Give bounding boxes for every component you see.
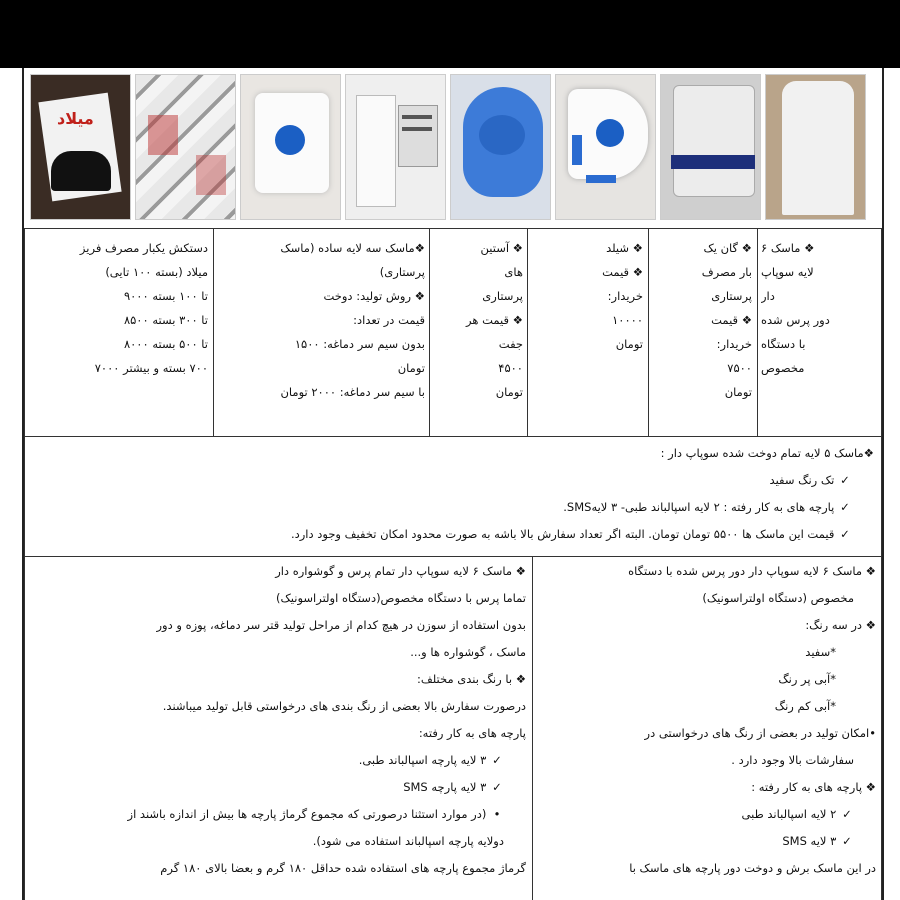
table-cell-gloves: دستکش یکبار مصرف فریز میلاد (بسته ۱۰۰ تایی) تا ۱۰۰ بسته ۹۰۰۰ تا ۳۰۰ بسته ۸۵۰۰ تا ۵۰۰ بسته ۸۰۰۰ ۷۰۰ بسته و بیشتر ۷۰۰۰: [79, 241, 208, 375]
gloves-brand-label: میلاد: [57, 109, 94, 128]
check-mark: ✓: [842, 807, 852, 821]
color-white: *سفید: [805, 645, 836, 659]
left-column-6layer-pressed-mask: ❖ ماسک ۶ لایه سوپاپ دار تمام پرس و گوشواره دار تماما پرس با دستگاه مخصوص(دستگاه اولتراسونیک) بدون استفاده از سوزن در هیچ کدام از مراحل تولید قتر سر دماغه، پوزه و دور ماسک ، گوشواره ها و... ❖ با رنگ بندی مختلف: درصورت سفارش بالا بعضی از رنگ بندی های درخواستی قابل تولید میباشند. پارچه های به کار رفته: ✓ ۳ لایه پارچه اسپالباند طبی. ✓ ۳ لایه پارچه SMS • (در موارد استثنا درصورتی که مجموع گرماژ پارچه ها بیش از اندازه باشند از دولایه پارچه اسپالباند استفاده می شود). گرماژ مجموع پارچه های استفاده شده حداقل ۱۸۰ گرم و بعضا بالای ۱۸۰ گرم: [127, 564, 526, 875]
top-black-bar: [0, 0, 900, 68]
table-cell-shield: ❖ شیلد ❖ قیمت خریدار: ۱۰۰۰۰ تومان: [602, 241, 643, 351]
five-layer-item: تک رنگ سفید: [769, 473, 835, 487]
table-cell-3layer-mask: ❖ماسک سه لایه ساده (ماسک پرستاری) ❖ روش تولید: دوخت قیمت در تعداد: بدون سیم سر دماغه: ۱۵۰۰ تومان با سیم سر دماغه: ۲۰۰۰ تومان: [280, 241, 425, 399]
table-top-rule: [24, 228, 882, 229]
five-layer-heading: ❖ماسک ۵ لایه تمام دوخت شده سوپاپ دار :: [660, 446, 874, 460]
check-mark: ✓: [492, 753, 502, 767]
photo-packaged-masks: [345, 74, 446, 220]
section-rule: [24, 556, 882, 557]
check-mark: ✓: [492, 780, 502, 794]
product-photo-strip: [30, 74, 866, 220]
five-layer-item: قیمت این ماسک ها ۵۵۰۰ تومان تومان. البته اگر تعداد سفارش بالا باشه به صورت محدود امکان تخفیف وجود دارد.: [290, 527, 835, 541]
right-column-6layer-mask: ❖ ماسک ۶ لایه سوپاپ دار دور پرس شده با دستگاه مخصوص (دستگاه اولتراسونیک) ❖ در سه رنگ: *سفید *آبی پر رنگ *آبی کم رنگ •امکان تولید در بعضی از رنگ های درخواستی در سفارشات بالا وجود دارد . ❖ پارچه های به کار رفته : ✓ ۲ لایه اسپالباند طبی ✓ ۳ لایه SMS در این ماسک برش و دوخت دور پارچه های ماسک با: [538, 558, 876, 882]
bullet-mark: •: [493, 807, 501, 821]
document-page: [22, 68, 884, 900]
color-light-blue: *آبی کم رنگ: [774, 699, 836, 713]
table-bottom-rule: [24, 436, 882, 437]
color-dark-blue: *آبی پر رنگ: [778, 672, 836, 686]
check-mark: ✓: [842, 834, 852, 848]
table-cell-sleeves: ❖ آستین های پرستاری ❖ قیمت هر جفت ۴۵۰۰ تومان: [466, 241, 523, 399]
photo-disposable-gown: [765, 74, 866, 220]
photo-glove-packs: [135, 74, 236, 220]
photo-valve-mask-straps: [555, 74, 656, 220]
table-cell-gown: ❖ گان یک بار مصرف پرستاری ❖ قیمت خریدار: ۷۵۰۰ تومان: [701, 241, 752, 399]
photo-face-shield: [660, 74, 761, 220]
photo-blue-mask: [450, 74, 551, 220]
photo-gloves-pack: [30, 74, 131, 220]
photo-white-valve-mask: [240, 74, 341, 220]
check-mark: ✓: [840, 527, 850, 541]
table-cell-valve-mask-6layer: ❖ ماسک ۶ لایه سوپاپ دار دور پرس شده با دستگاه مخصوص: [761, 241, 830, 375]
check-mark: ✓: [840, 473, 850, 487]
five-layer-mask-section: [32, 440, 874, 548]
five-layer-item: پارچه های به کار رفته : ۲ لایه اسپالباند طبی- ۳ لایهSMS.: [563, 500, 835, 514]
check-mark: ✓: [840, 500, 850, 514]
